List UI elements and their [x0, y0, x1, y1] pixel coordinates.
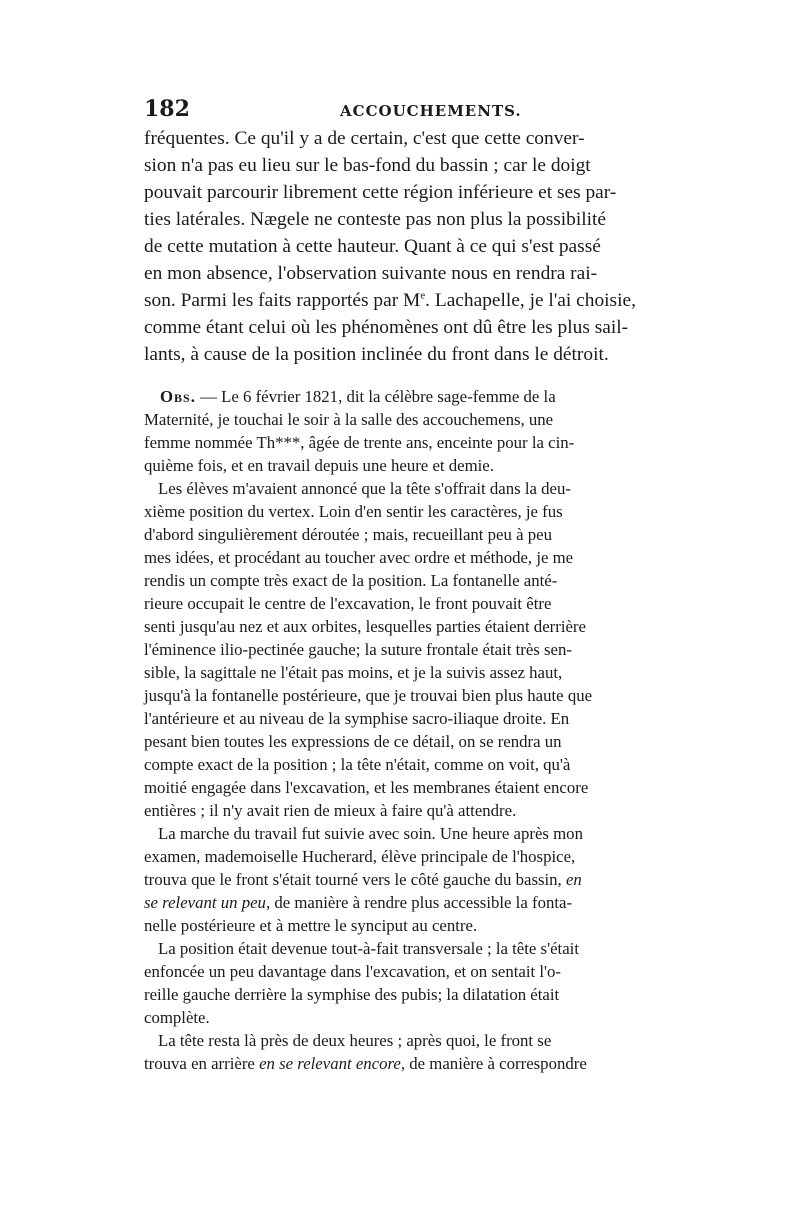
intro-line: lants, à cause de la position inclinée du front dans le détroit.	[144, 344, 609, 365]
intro-line: de cette mutation à cette hauteur. Quant à ce qui s'est passé	[144, 236, 601, 257]
intro-line: comme étant celui où les phénomènes ont dû être les plus sail-	[144, 317, 629, 338]
obs-line: reille gauche derrière la symphise des pubis; la dilatation était	[144, 985, 560, 1004]
intro-line: sion n'a pas eu lieu sur le bas-fond du bassin ; car le doigt	[144, 155, 591, 176]
obs-line: rieure occupait le centre de l'excavation, le front pouvait être	[144, 594, 552, 613]
obs-line: Les élèves m'avaient annoncé que la tête s'offrait dans la deu-	[158, 479, 571, 498]
superscript: e	[420, 289, 426, 302]
page-header	[144, 96, 660, 126]
obs-line-text: , de manière à rendre plus accessible la fonta-	[265, 893, 573, 912]
obs-line: moitié engagée dans l'excavation, et les membranes étaient encore	[144, 778, 589, 797]
obs-line: La position était devenue tout-à-fait transversale ; la tête s'était	[158, 939, 579, 958]
obs-label: Obs.	[160, 387, 196, 406]
intro-line: pouvait parcourir librement cette région inférieure et ses par-	[144, 182, 617, 203]
obs-line	[144, 893, 660, 913]
intro-line-text: . Lachapelle, je l'ai choisie,	[425, 290, 636, 311]
obs-line: d'abord singulièrement déroutée ; mais, recueillant peu à peu	[144, 525, 552, 544]
obs-line: nelle postérieure et à mettre le synciput au centre.	[144, 916, 478, 935]
obs-line: quième fois, et en travail depuis une heure et demie.	[144, 456, 494, 475]
intro-line: fréquentes. Ce qu'il y a de certain, c'est que cette conver-	[144, 128, 585, 149]
page-number: 182	[144, 96, 190, 122]
obs-line: l'éminence ilio-pectinée gauche; la suture frontale était très sen-	[144, 640, 572, 659]
obs-line: Maternité, je touchai le soir à la salle des accouchemens, une	[144, 410, 554, 429]
intro-line: ties latérales. Nægele ne conteste pas non plus la possibilité	[144, 209, 607, 230]
obs-text: — Le 6 février 1821, dit la célèbre sage-femme de la	[200, 387, 556, 406]
obs-line: entières ; il n'y avait rien de mieux à faire qu'à attendre.	[144, 801, 517, 820]
obs-line: compte exact de la position ; la tête n'était, comme on voit, qu'à	[144, 755, 571, 774]
intro-line	[144, 290, 660, 312]
obs-line: La marche du travail fut suivie avec soin. Une heure après mon	[158, 824, 583, 843]
obs-line: complète.	[144, 1008, 210, 1027]
obs-line: mes idées, et procédant au toucher avec ordre et méthode, je me	[144, 548, 574, 567]
italic-text: se relevant un peu	[144, 893, 266, 912]
obs-line-text: trouva en arrière	[144, 1054, 260, 1073]
intro-line: en mon absence, l'observation suivante nous en rendra rai-	[144, 263, 598, 284]
obs-line	[144, 870, 660, 890]
obs-line: l'antérieure et au niveau de la symphise sacro-iliaque droite. En	[144, 709, 570, 728]
intro-line-text: son. Parmi les faits rapportés par M	[144, 290, 421, 311]
obs-line: enfoncée un peu davantage dans l'excavation, et on sentait l'o-	[144, 962, 562, 981]
obs-line: examen, mademoiselle Hucherard, élève principale de l'hospice,	[144, 847, 576, 866]
obs-line: jusqu'à la fontanelle postérieure, que je trouvai bien plus haute que	[144, 686, 593, 705]
obs-line: femme nommée Th***, âgée de trente ans, enceinte pour la cin-	[144, 433, 575, 452]
obs-line: sible, la sagittale ne l'était pas moins, et je la suivis assez haut,	[144, 663, 563, 682]
running-title: ACCOUCHEMENTS.	[340, 102, 522, 120]
italic-text: en	[565, 870, 582, 889]
obs-line-text: trouva que le front s'était tourné vers le côté gauche du bassin,	[144, 870, 562, 889]
obs-line: rendis un compte très exact de la position. La fontanelle anté-	[144, 571, 558, 590]
obs-line: senti jusqu'au nez et aux orbites, lesquelles parties étaient derrière	[144, 617, 586, 636]
obs-line-text: , de manière à correspondre	[400, 1054, 587, 1073]
obs-line: pesant bien toutes les expressions de ce détail, on se rendra un	[144, 732, 562, 751]
obs-line: La tête resta là près de deux heures ; après quoi, le front se	[158, 1031, 552, 1050]
obs-first-line	[160, 387, 660, 407]
obs-line	[144, 1054, 660, 1074]
obs-line: xième position du vertex. Loin d'en sentir les caractères, je fus	[144, 502, 563, 521]
italic-text: en se relevant encore	[259, 1054, 401, 1073]
